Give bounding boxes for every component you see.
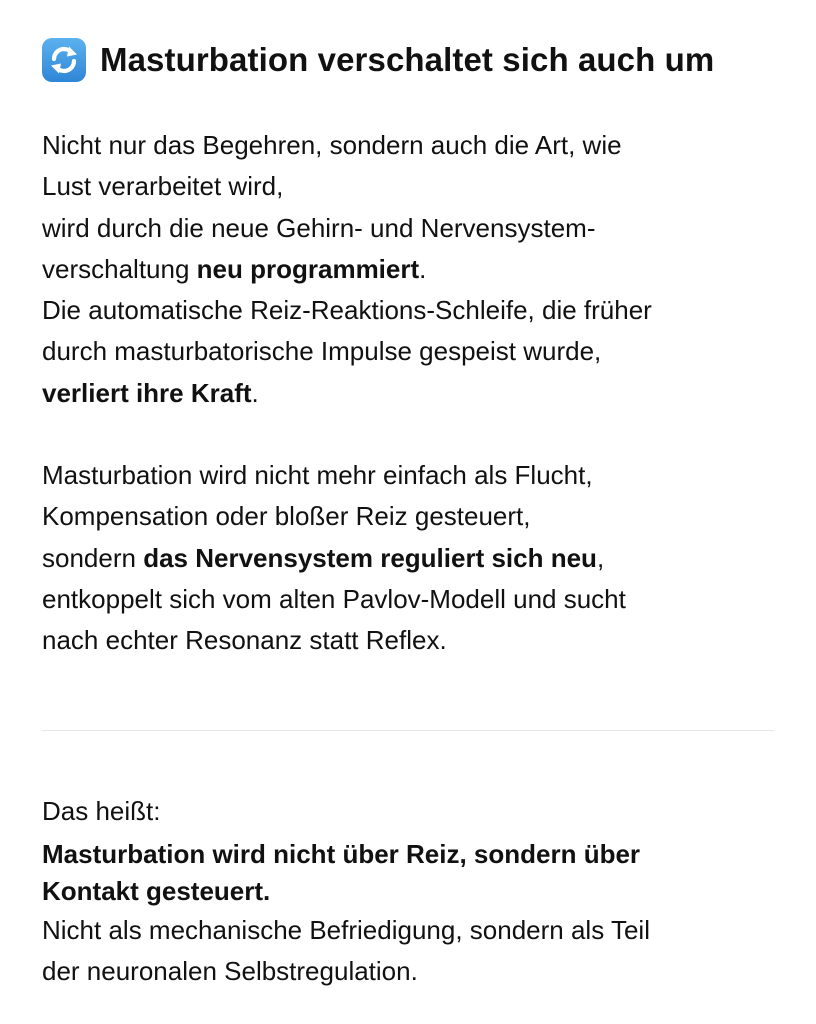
paragraph-2 [42,455,782,661]
paragraph-3-intro-line: Das heißt: [42,795,161,826]
text-fragment: . [251,377,259,408]
paragraph-1-line-7 [42,373,782,414]
emphasis-text: neu programmiert [196,253,420,284]
paragraph-2-line-2: Kompensation oder bloßer Reiz gesteuert, [42,501,531,532]
paragraph-3-intro [42,791,782,832]
paragraph-1 [42,125,782,414]
paragraph-1-line-1: Nicht nur das Begehren, sondern auch die Art, wie [42,130,622,160]
emphasis-text: verliert ihre Kraft [42,377,252,408]
paragraph-3-line-1: Nicht als mechanische Befriedigung, sondern als Teil [42,914,650,945]
paragraph-3-line-2: der neuronalen Selbstregulation. [42,956,418,987]
paragraph-1-line-5: Die automatische Reiz-Reaktions-Schleife, die früher [42,295,652,326]
text-fragment: , [596,542,605,573]
document-body [42,36,782,992]
paragraph-2-line-5: nach echter Resonanz statt Reflex. [42,625,447,656]
emphasis-text: das Nervensystem reguliert sich neu [143,542,597,573]
section-heading [42,36,782,84]
paragraph-2-line-1: Masturbation wird nicht mehr einfach als Flucht, [42,460,593,491]
section-divider [42,730,774,731]
paragraph-3-emphasis [42,836,782,910]
paragraph-3-bold-line-2: Kontakt gesteuert. [42,875,271,906]
paragraph-2-line-3 [42,538,782,579]
paragraph-1-line-2: Lust verarbeitet wird, [42,171,284,202]
text-fragment: . [419,253,427,284]
heading-title: Masturbation verschaltet sich auch um [100,41,715,78]
text-fragment: verschaltung [42,253,197,284]
paragraph-1-line-6: durch masturbatorische Impulse gespeist wurde, [42,336,602,367]
text-fragment: sondern [42,542,144,573]
paragraph-3-bold-line-1: Masturbation wird nicht über Reiz, sondern über [42,838,641,869]
paragraph-1-line-3: wird durch die neue Gehirn- und Nervensystem- [42,212,596,243]
paragraph-1-line-4 [42,249,782,290]
paragraph-2-line-4: entkoppelt sich vom alten Pavlov-Modell und sucht [42,583,626,614]
paragraph-3-body [42,910,782,993]
counterclockwise-arrows-icon [42,38,86,82]
